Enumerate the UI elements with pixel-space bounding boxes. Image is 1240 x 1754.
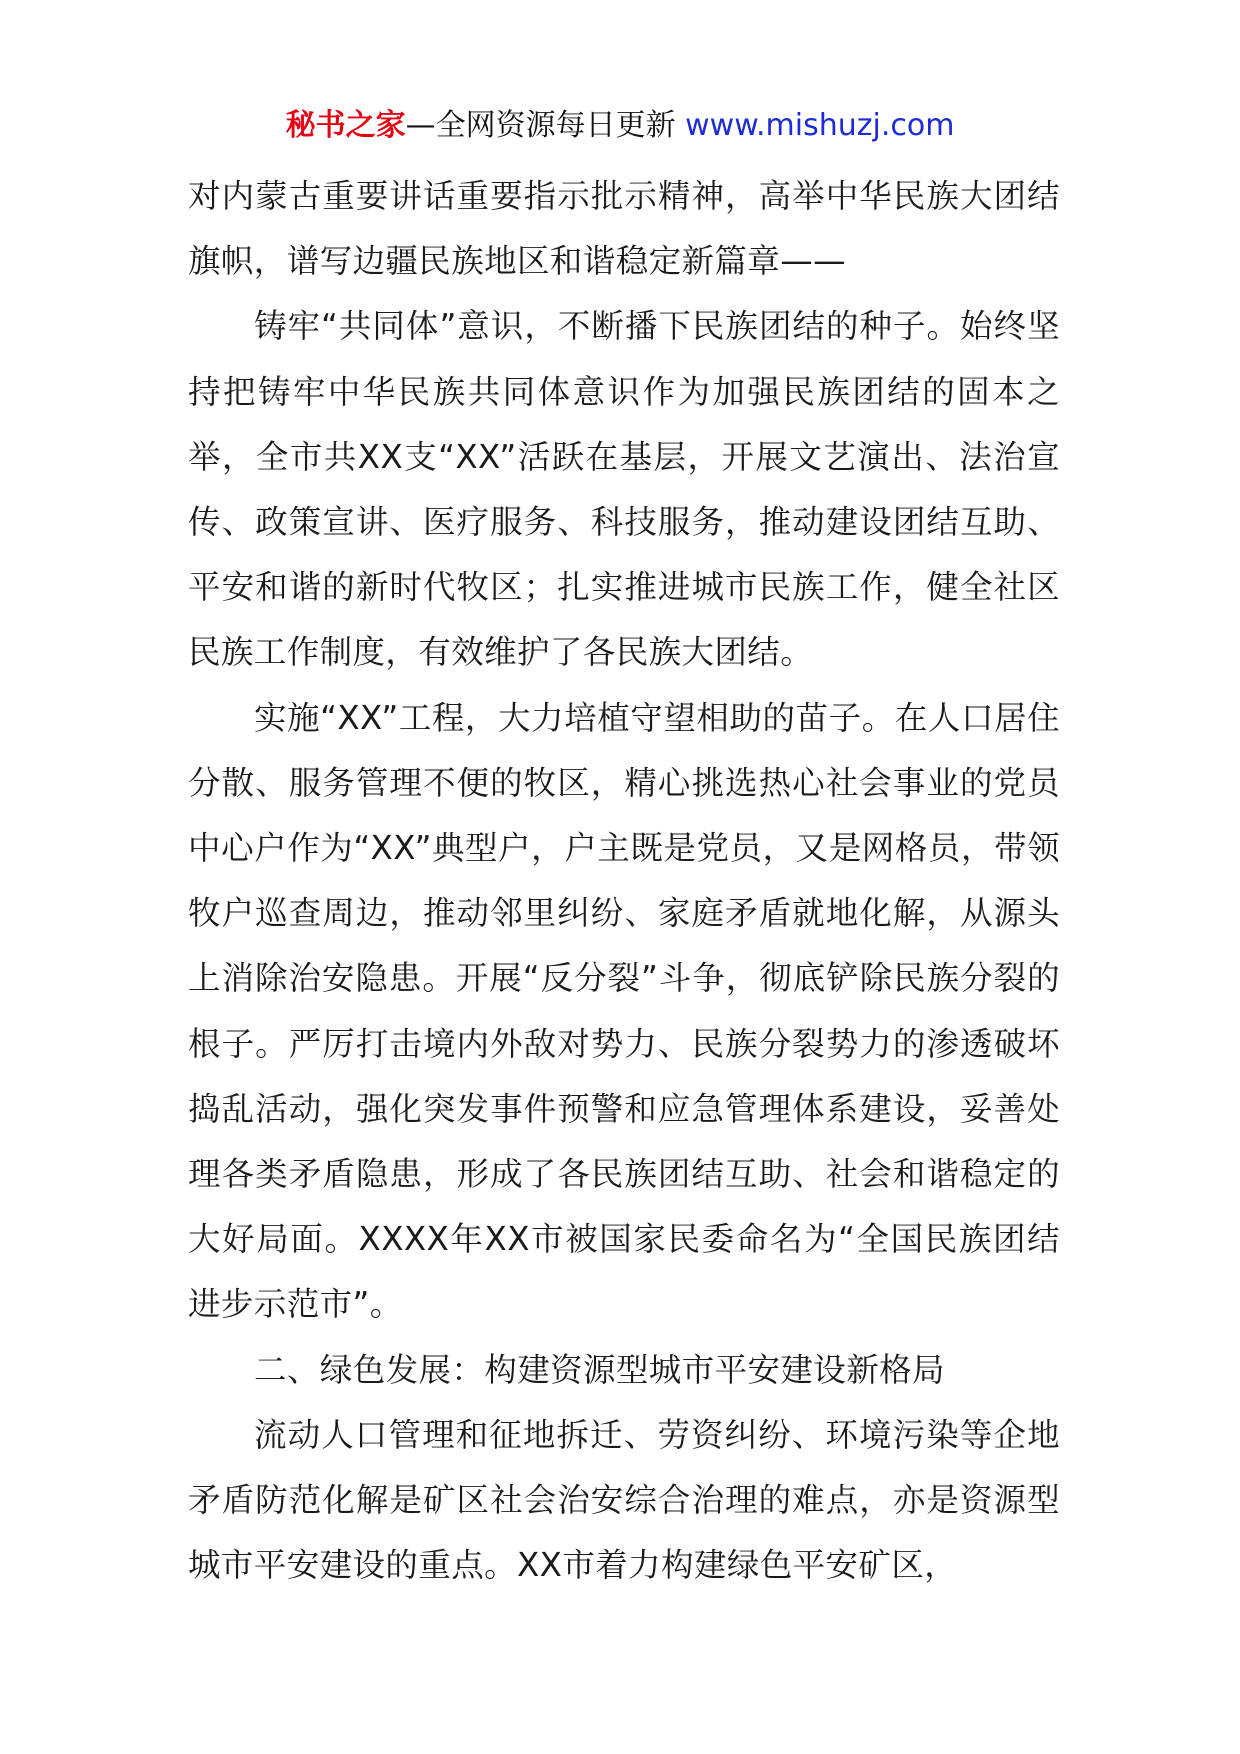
brand-name: 秘书之家 <box>285 108 406 143</box>
paragraph: 流动人口管理和征地拆迁、劳资纠纷、环境污染等企地矛盾防范化解是矿区社会治安综合治理的难点，亦是资源型城市平安建设的重点。XX市着力构建绿色平安矿区， <box>188 1415 1060 1585</box>
page-header <box>0 104 1240 148</box>
paragraph: 铸牢“共同体”意识，不断播下民族团结的种子。始终坚持把铸牢中华民族共同体意识作为加强民族团结的固本之举，全市共XX支“XX”活跃在基层，开展文艺演出、法治宣传、政策宣讲、医疗服务、科技服务，推动建设团结互助、平安和谐的新时代牧区；扎实推进城市民族工作，健全社区民族工作制度，有效维护了各民族大团结。 <box>188 307 1060 672</box>
paragraph: 实施“XX”工程，大力培植守望相助的苗子。在人口居住分散、服务管理不便的牧区，精心挑选热心社会事业的党员中心户作为“XX”典型户，户主既是党员，又是网格员，带领牧户巡查周边，推动邻里纠纷、家庭矛盾就地化解，从源头上消除治安隐患。开展“反分裂”斗争，彻底铲除民族分裂的根子。严厉打击境内外敌对势力、民族分裂势力的渗透破坏捣乱活动，强化突发事件预警和应急管理体系建设，妥善处理各类矛盾隐患，形成了各民族团结互助、社会和谐稳定的大好局面。XXXX年XX市被国家民委命名为“全国民族团结进步示范市”。 <box>188 698 1060 1324</box>
site-url-link[interactable]: www.mishuzj.com <box>685 108 955 143</box>
paragraph-continued: 对内蒙古重要讲话重要指示批示精神，高举中华民族大团结旗帜，谱写边疆民族地区和谐稳定新篇章—— <box>188 177 1060 281</box>
section-heading: 二、绿色发展：构建资源型城市平安建设新格局 <box>254 1350 945 1389</box>
header-tagline: —全网资源每日更新 <box>405 108 686 143</box>
document-body <box>188 164 1060 1598</box>
